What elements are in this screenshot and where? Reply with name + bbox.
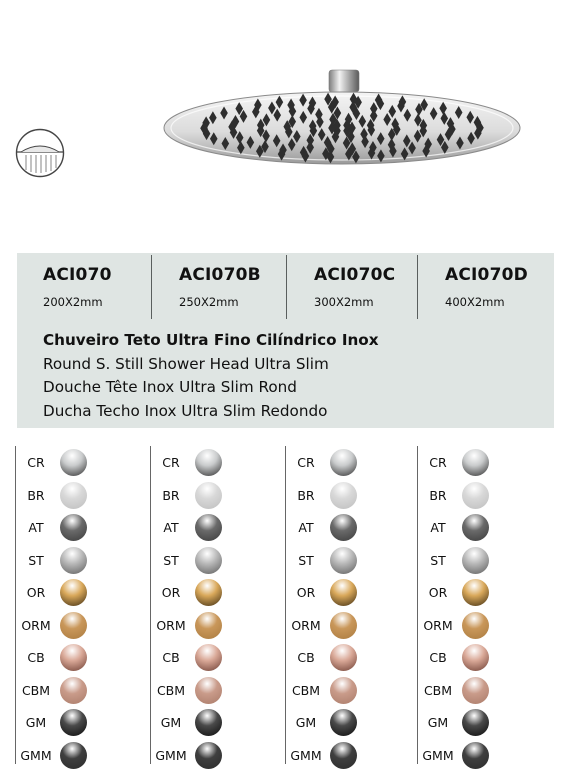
finish-option-at[interactable] [417,514,545,542]
finish-swatch-cbm[interactable] [462,677,489,704]
model-size: 400X2mm [445,295,505,309]
finish-swatch-gmm[interactable] [195,742,222,769]
finish-swatch-cb[interactable] [462,644,489,671]
finish-option-or[interactable] [150,579,278,607]
model-code: ACI070 [43,265,112,285]
shower-head-illustration [0,0,570,250]
finish-option-gmm[interactable] [15,742,143,770]
finish-option-st[interactable] [15,547,143,575]
finish-code: CB [429,650,447,665]
finish-option-cr[interactable] [417,449,545,477]
finish-option-cb[interactable] [15,644,143,672]
finish-option-cb[interactable] [417,644,545,672]
finish-swatch-cb[interactable] [330,644,357,671]
finish-swatch-br[interactable] [195,482,222,509]
finish-code: CBM [21,682,51,698]
finish-swatch-gm[interactable] [330,709,357,736]
finish-code: AT [298,520,314,535]
finish-option-gm[interactable] [285,709,413,737]
finish-code: BR [297,487,315,503]
finish-swatch-cbm[interactable] [195,677,222,704]
finish-option-gm[interactable] [15,709,143,737]
finish-option-st[interactable] [150,547,278,575]
finish-code: OR [161,585,181,600]
finish-code: ORM [423,617,453,633]
finish-swatch-cr[interactable] [195,449,222,476]
ceiling-shower-icon [17,130,64,177]
finish-code: OR [26,585,46,600]
finish-option-or[interactable] [15,579,143,607]
finish-code: AT [28,520,44,535]
finish-column-aci070 [15,446,143,764]
column-divider [417,255,418,319]
finish-code: ST [298,552,314,568]
finish-option-st[interactable] [285,547,413,575]
model-code: ACI070D [445,265,528,285]
finish-swatch-orm[interactable] [330,612,357,639]
finish-swatch-orm[interactable] [195,612,222,639]
finish-option-cbm[interactable] [417,677,545,705]
finish-option-cr[interactable] [15,449,143,477]
finish-option-or[interactable] [285,579,413,607]
finish-column-aci070d [417,446,545,764]
finish-swatch-cr[interactable] [60,449,87,476]
finish-swatch-st[interactable] [60,547,87,574]
finish-code: CB [297,650,315,665]
column-divider [286,255,287,319]
finish-code: GMM [422,747,454,763]
finish-swatch-gm[interactable] [60,709,87,736]
product-descriptions [43,329,548,423]
finish-code: GM [427,715,449,730]
finish-option-gm[interactable] [150,709,278,737]
finish-swatch-br[interactable] [60,482,87,509]
finish-option-gm[interactable] [417,709,545,737]
shower-plate [164,92,520,164]
finish-option-cb[interactable] [150,644,278,672]
finish-swatch-gmm[interactable] [330,742,357,769]
finish-option-br[interactable] [15,482,143,510]
finish-option-br[interactable] [150,482,278,510]
finish-code: CR [297,455,315,470]
finish-option-br[interactable] [285,482,413,510]
finish-column-aci070c [285,446,413,764]
finish-swatch-gmm[interactable] [462,742,489,769]
finish-swatch-orm[interactable] [462,612,489,639]
finish-option-st[interactable] [417,547,545,575]
finish-option-at[interactable] [285,514,413,542]
finish-swatch-at[interactable] [330,514,357,541]
finish-option-cbm[interactable] [15,677,143,705]
finish-code: CR [162,455,180,470]
finish-code: ORM [156,617,186,633]
finish-code: ST [28,552,44,568]
finish-swatch-cbm[interactable] [60,677,87,704]
finish-option-br[interactable] [417,482,545,510]
finish-code: OR [296,585,316,600]
product-info-panel [17,253,554,428]
finish-swatch-orm[interactable] [60,612,87,639]
column-divider [151,255,152,319]
finish-swatch-at[interactable] [195,514,222,541]
description-en: Round S. Still Shower Head Ultra Slim [43,354,329,373]
finish-code: OR [428,585,448,600]
model-code: ACI070B [179,265,261,285]
finish-option-at[interactable] [150,514,278,542]
description-es: Ducha Techo Inox Ultra Slim Redondo [43,401,328,420]
finish-swatch-or[interactable] [330,579,357,606]
finish-code: CBM [423,682,453,698]
finish-swatch-at[interactable] [462,514,489,541]
finish-code: CB [162,650,180,665]
finish-code: AT [163,520,179,535]
finish-option-cb[interactable] [285,644,413,672]
finish-code: ST [163,552,179,568]
finish-column-aci070b [150,446,278,764]
finish-option-orm[interactable] [417,612,545,640]
finish-swatch-st[interactable] [330,547,357,574]
finish-code: CBM [291,682,321,698]
finish-swatch-cb[interactable] [60,644,87,671]
finish-code: GM [160,715,182,730]
finish-swatch-gm[interactable] [462,709,489,736]
model-size: 200X2mm [43,295,103,309]
finish-code: CBM [156,682,186,698]
finish-swatch-or[interactable] [195,579,222,606]
finish-option-cr[interactable] [150,449,278,477]
finish-option-gmm[interactable] [150,742,278,770]
finish-swatch-st[interactable] [462,547,489,574]
finish-swatch-cbm[interactable] [330,677,357,704]
finish-code: CR [429,455,447,470]
finish-code: ORM [21,617,51,633]
finish-option-orm[interactable] [150,612,278,640]
finish-swatch-or[interactable] [462,579,489,606]
finish-option-at[interactable] [15,514,143,542]
finish-code: BR [429,487,447,503]
shower-arm [329,70,359,92]
finish-swatch-gmm[interactable] [60,742,87,769]
finish-code: GM [25,715,47,730]
finish-option-orm[interactable] [285,612,413,640]
model-size: 300X2mm [314,295,374,309]
finish-code: AT [430,520,446,535]
finish-swatch-st[interactable] [195,547,222,574]
finish-code: CB [27,650,45,665]
finish-code: BR [162,487,180,503]
finish-option-cr[interactable] [285,449,413,477]
finish-option-cbm[interactable] [150,677,278,705]
finish-code: GMM [20,747,52,763]
finish-swatch-br[interactable] [462,482,489,509]
finish-code: ST [430,552,446,568]
finish-swatch-cr[interactable] [330,449,357,476]
finish-swatch-br[interactable] [330,482,357,509]
finish-option-or[interactable] [417,579,545,607]
finish-swatch-at[interactable] [60,514,87,541]
finish-code: BR [27,487,45,503]
finish-code: GMM [290,747,322,763]
finish-option-orm[interactable] [15,612,143,640]
finish-swatch-gm[interactable] [195,709,222,736]
finish-option-cbm[interactable] [285,677,413,705]
finish-swatch-or[interactable] [60,579,87,606]
finish-swatch-cr[interactable] [462,449,489,476]
finish-code: GMM [155,747,187,763]
finish-option-gmm[interactable] [285,742,413,770]
description-pt: Chuveiro Teto Ultra Fino Cilíndrico Inox [43,331,379,349]
description-fr: Douche Tête Inox Ultra Slim Rond [43,378,297,396]
finish-code: GM [295,715,317,730]
finish-code: ORM [291,617,321,633]
finish-swatch-cb[interactable] [195,644,222,671]
model-code: ACI070C [314,265,396,285]
model-size: 250X2mm [179,295,239,309]
finish-option-gmm[interactable] [417,742,545,770]
finish-code: CR [27,455,45,470]
